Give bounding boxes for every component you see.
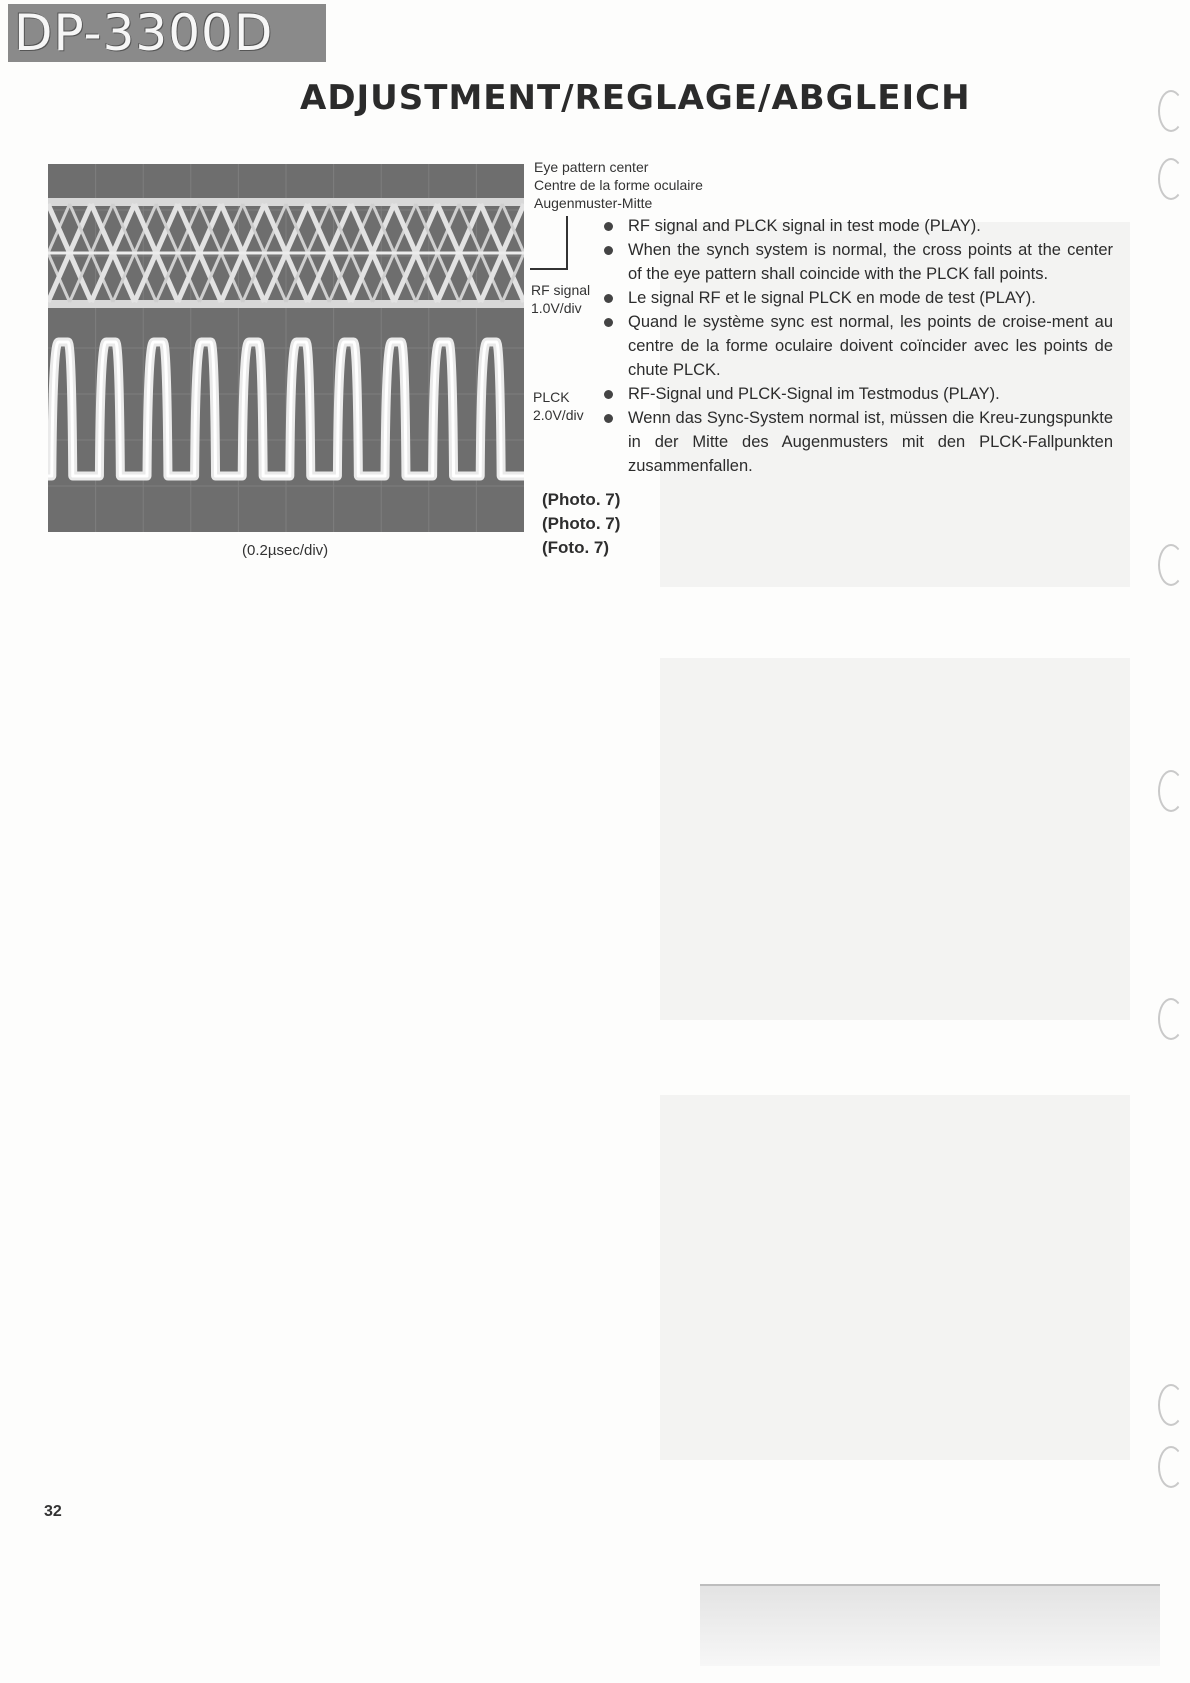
rf-signal-label <box>531 281 590 317</box>
oscilloscope-trace <box>48 164 524 532</box>
plck-label-name: PLCK <box>533 389 570 405</box>
instruction-item: Quand le système sync est normal, les points de croise-ment au centre de la forme oculaire doivent coïncider avec les points de chute PLCK. <box>628 310 1113 382</box>
instruction-item: When the synch system is normal, the cross points at the center of the eye pattern shall coincide with the PLCK fall points. <box>628 238 1113 286</box>
binder-hole <box>1158 1446 1184 1488</box>
time-base-label: (0.2µsec/div) <box>242 542 329 559</box>
eye-label-en: Eye pattern center <box>534 159 649 175</box>
photo-ref-fr: (Photo. 7) <box>542 514 621 533</box>
bleed-through-panel-2 <box>660 658 1130 1020</box>
photo-ref-de: (Foto. 7) <box>542 538 610 557</box>
page-curl <box>700 1584 1160 1666</box>
photo-reference <box>542 488 620 560</box>
instruction-item: Wenn das Sync-System normal ist, müssen die Kreu-zungspunkte in der Mitte des Augenmusters mit den PLCK-Fallpunkten zusammenfallen. <box>628 406 1113 478</box>
bleed-through-panel-3 <box>660 1095 1130 1460</box>
binder-hole <box>1158 770 1184 812</box>
eye-pointer-vertical <box>566 216 568 270</box>
rf-label-scale: 1.0V/div <box>531 300 582 316</box>
rf-label-name: RF signal <box>531 282 591 298</box>
binder-hole <box>1158 998 1184 1040</box>
binder-hole <box>1158 90 1184 132</box>
instruction-item: Le signal RF et le signal PLCK en mode de test (PLAY). <box>628 286 1113 310</box>
eye-label-fr: Centre de la forme oculaire <box>534 177 703 193</box>
eye-pointer-horizontal <box>530 268 568 270</box>
eye-pattern-label <box>534 158 703 212</box>
instruction-list <box>628 214 1113 478</box>
eye-label-de: Augenmuster-Mitte <box>534 195 653 211</box>
plck-label <box>533 388 584 424</box>
instruction-item: RF signal and PLCK signal in test mode (PLAY). <box>628 214 1113 238</box>
instruction-item: RF-Signal und PLCK-Signal im Testmodus (PLAY). <box>628 382 1113 406</box>
page-title: ADJUSTMENT/REGLAGE/ABGLEICH <box>300 78 971 118</box>
binder-hole <box>1158 544 1184 586</box>
page-number: 32 <box>44 1503 62 1520</box>
photo-ref-en: (Photo. 7) <box>542 490 621 509</box>
binder-hole <box>1158 158 1184 200</box>
plck-label-scale: 2.0V/div <box>533 407 584 423</box>
model-badge: DP-3300D <box>8 4 326 62</box>
oscilloscope-photo <box>48 164 524 532</box>
binder-hole <box>1158 1384 1184 1426</box>
